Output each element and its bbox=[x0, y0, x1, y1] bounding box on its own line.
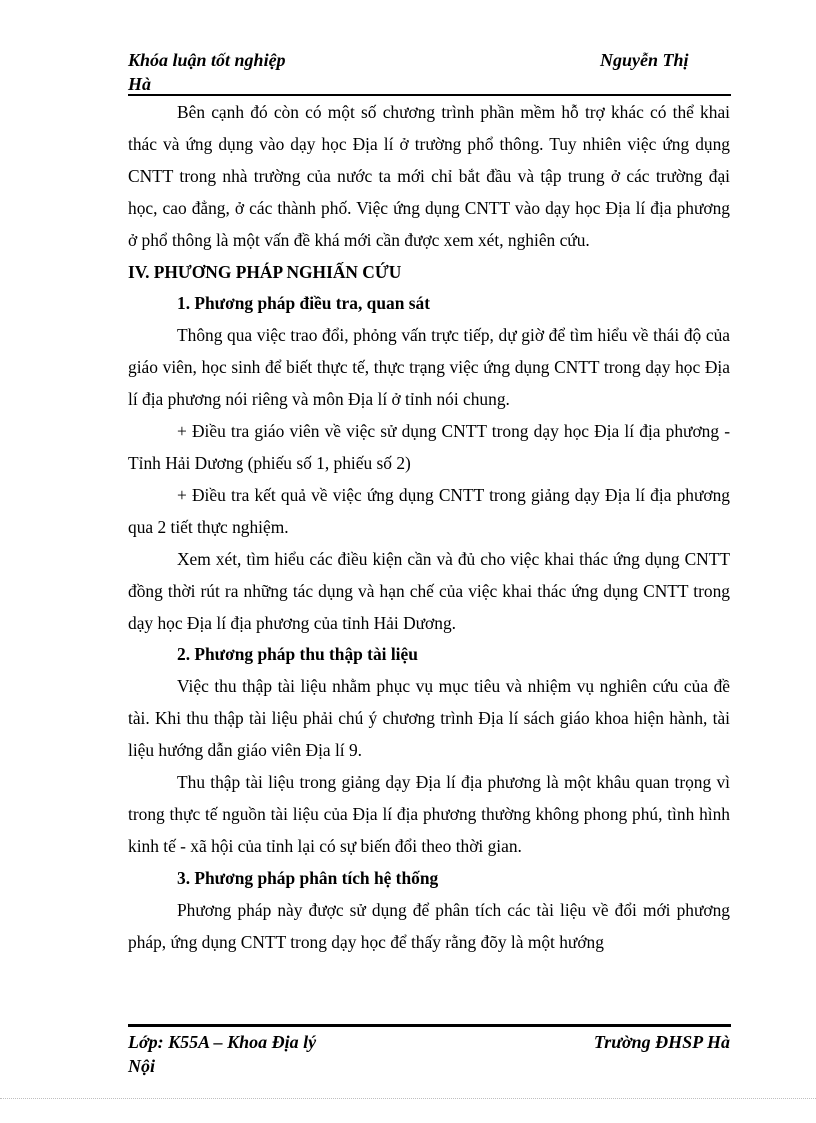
paragraph-result-survey: + Điều tra kết quả về việc ứng dụng CNTT trong giảng dạy Địa lí địa phương qua 2 tiết thực nghiệm. bbox=[128, 484, 730, 537]
footer-class-faculty: Lớp: K55A – Khoa Địa lý bbox=[128, 1032, 317, 1052]
footer-rule bbox=[128, 1024, 731, 1027]
paragraph-survey-description: Thông qua việc trao đổi, phỏng vấn trực tiếp, dự giờ để tìm hiểu về thái độ của giáo viên, học sinh để biết thực tế, thực trạng việc ứng dụng CNTT trong dạy học Địa lí địa phương nói riêng và môn Địa lí ở tỉnh nói chung. bbox=[128, 325, 730, 410]
header-thesis-title: Khóa luận tốt nghiệp bbox=[128, 50, 286, 70]
paragraph-analysis-description: Phương pháp này được sử dụng để phân tích các tài liệu về đổi mới phương pháp, ứng dụng CNTT trong dạy học để thấy rằng đõy là một hướng bbox=[128, 899, 730, 952]
subheading-system-analysis: 3. Phương pháp phân tích hệ thống bbox=[177, 867, 439, 888]
document-body bbox=[128, 97, 730, 958]
paragraph-conditions: Xem xét, tìm hiểu các điều kiện cần và đủ cho việc khai thác ứng dụng CNTT đồng thời rút ra những tác dụng và hạn chế của việc khai thác ứng dụng CNTT trong dạy học Địa lí địa phương của tỉnh Hải Dương. bbox=[128, 548, 730, 633]
header-rule bbox=[128, 94, 731, 96]
footer-university-continuation: Nội bbox=[128, 1056, 155, 1076]
subheading-document-collection: 2. Phương pháp thu thập tài liệu bbox=[177, 644, 418, 665]
page-boundary-divider bbox=[0, 1098, 816, 1099]
paragraph-software-support: Bên cạnh đó còn có một số chương trình phần mềm hỗ trợ khác có thể khai thác và ứng dụng vào dạy học Địa lí ở trường phổ thông. Tuy nhiên việc ứng dụng CNTT trong nhà trường của nước ta mới chỉ bắt đầu và tập trung ở các trường đại học, cao đẳng, ở các thành phố. Việc ứng dụng CNTT vào dạy học Địa lí địa phương ở phổ thông là một vấn đề khá mới cần được xem xét, nghiên cứu. bbox=[128, 102, 730, 250]
header-author-name: Nguyễn Thị bbox=[600, 50, 689, 70]
subheading-survey-method: 1. Phương pháp điều tra, quan sát bbox=[177, 293, 430, 314]
header-author-name-continuation: Hà bbox=[128, 74, 152, 94]
paragraph-collection-importance: Thu thập tài liệu trong giảng dạy Địa lí địa phương là một khâu quan trọng vì trong thực tế nguồn tài liệu của Địa lí địa phương thường không phong phú, tình hình kinh tế - xã hội của tỉnh lại có sự biến đổi theo thời gian. bbox=[128, 772, 730, 856]
footer-university: Trường ĐHSP Hà bbox=[593, 1032, 730, 1052]
paragraph-teacher-survey: + Điều tra giáo viên về việc sử dụng CNTT trong dạy học Địa lí địa phương - Tỉnh Hải Dương (phiếu số 1, phiếu số 2) bbox=[128, 421, 730, 473]
paragraph-collection-purpose: Việc thu thập tài liệu nhằm phục vụ mục tiêu và nhiệm vụ nghiên cứu của đề tài. Khi thu thập tài liệu phải chú ý chương trình Địa lí sách giáo khoa hiện hành, tài liệu hướng dẫn giáo viên Địa lí 9. bbox=[128, 676, 730, 761]
section-heading-research-methods: IV. PHƯƠNG PHÁP NGHIẤN CỨU bbox=[128, 261, 402, 282]
